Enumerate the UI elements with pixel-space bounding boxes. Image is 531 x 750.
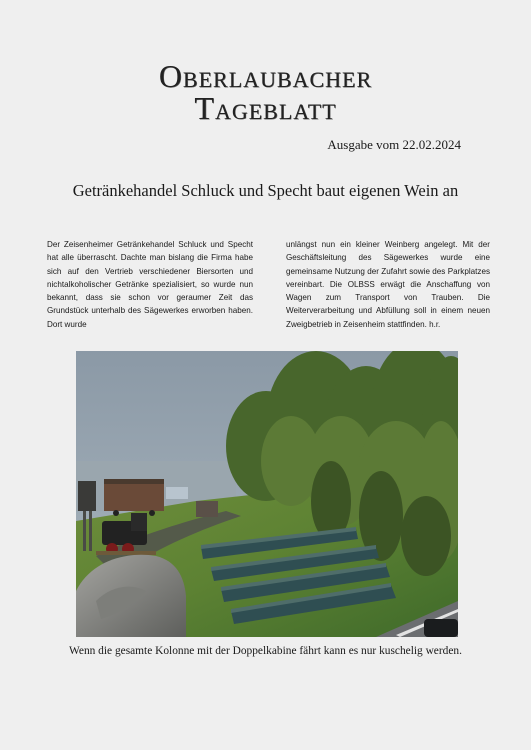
- photo-caption: Wenn die gesamte Kolonne mit der Doppelkabine fährt kann es nur kuschelig werden.: [69, 645, 462, 657]
- masthead-line-2: Tageblatt: [194, 90, 337, 126]
- article-photo: [76, 351, 458, 637]
- newspaper-masthead: [0, 60, 531, 124]
- article-column-right: unlängst nun ein kleiner Weinberg angelegt. Mit der Geschäftsleitung des Sägewerkes wurde eine gemeinsame Nutzung der Zufahrt sowie des Parkplatzes vereinbart. Die OLBSS erwägt die Anschaffung von Wagen zum Transport von Trauben. Die Weiterverarbeitung und Abfüllung soll in einem neuen Zweigbetrieb in Zeisenheim stattfinden. h.r.: [286, 240, 490, 329]
- article-headline: Getränkehandel Schluck und Specht baut eigenen Wein an: [72, 181, 459, 200]
- masthead-line-1: Oberlaubacher: [158, 58, 373, 94]
- article-column-left: Der Zeisenheimer Getränkehandel Schluck und Specht hat alle überrascht. Dachte man bislang die Firma habe sich auf den Vertrieb verschiedener Biersorten und nichtalkoholischer Getränke spezialisiert, so wurde nun bekannt, dass sie schon vor geraumer Zeit das Grundstück unterhalb des Sägewerkes erworben haben. Dort wurde: [47, 240, 253, 329]
- issue-date: Ausgabe vom 22.02.2024: [327, 137, 461, 152]
